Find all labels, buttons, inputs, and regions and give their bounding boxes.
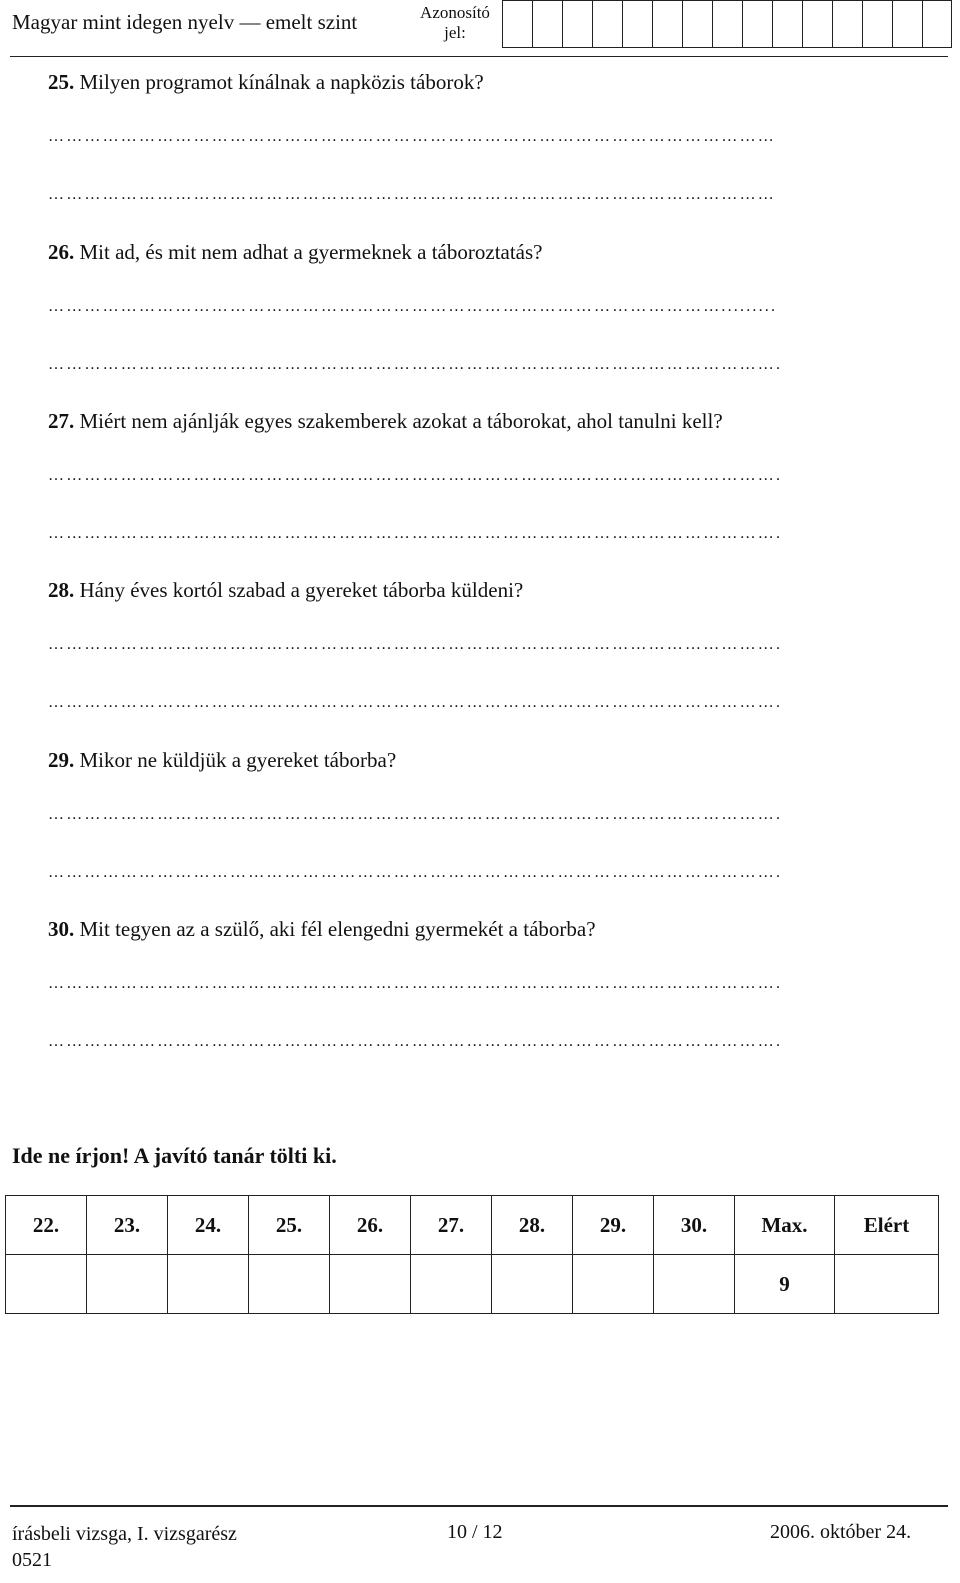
id-box[interactable]	[622, 0, 652, 48]
answer-line[interactable]: ………………………………………………………………………………………………………….	[48, 467, 783, 484]
question-text: Miért nem ajánlják egyes szakemberek azokat a táborokat, ahol tanulni kell?	[79, 409, 723, 433]
id-box[interactable]	[502, 0, 532, 48]
grading-header-cell: 30.	[654, 1196, 735, 1255]
id-box[interactable]	[742, 0, 772, 48]
score-cell[interactable]	[654, 1255, 735, 1314]
header-divider	[10, 56, 948, 57]
footer-exam-info	[12, 1521, 237, 1573]
question-26	[48, 240, 543, 265]
id-box[interactable]	[712, 0, 742, 48]
question-text: Hány éves kortól szabad a gyereket táborba küldeni?	[79, 578, 524, 602]
question-text: Mikor ne küldjük a gyereket táborba?	[79, 748, 397, 772]
achieved-score-cell[interactable]	[835, 1255, 939, 1314]
grading-header-cell: 27.	[411, 1196, 492, 1255]
grading-header-cell: 28.	[492, 1196, 573, 1255]
question-25	[48, 70, 484, 95]
grading-header-cell: 25.	[249, 1196, 330, 1255]
question-text: Mit ad, és mit nem adhat a gyermeknek a táboroztatás?	[79, 240, 543, 264]
question-number: 30.	[48, 917, 75, 941]
footer-exam-part: írásbeli vizsga, I. vizsgarész	[12, 1523, 237, 1545]
question-30	[48, 917, 596, 942]
answer-line[interactable]: ………………………………………………………………………………………………………….	[48, 694, 783, 711]
grading-header-cell: 23.	[87, 1196, 168, 1255]
id-box[interactable]	[652, 0, 682, 48]
score-cell[interactable]	[249, 1255, 330, 1314]
answer-line[interactable]: …………………………………………………………………………………………………………	[48, 128, 776, 145]
id-box[interactable]	[862, 0, 892, 48]
answer-line[interactable]: ………………………………………………………………………………………………………….	[48, 806, 783, 823]
answer-line[interactable]: ………………………………………………………………………………………………………….	[48, 1033, 783, 1050]
grading-note: Ide ne írjon! A javító tanár tölti ki.	[12, 1143, 337, 1168]
id-box[interactable]	[772, 0, 802, 48]
grading-header-cell: 22.	[6, 1196, 87, 1255]
footer-exam-code: 0521	[12, 1549, 52, 1571]
question-29	[48, 748, 396, 773]
question-number: 25.	[48, 70, 75, 94]
answer-line[interactable]: ………………………………………………………………………………………………….........	[48, 298, 778, 315]
id-boxes	[502, 0, 952, 48]
exam-date: 2006. október 24.	[770, 1521, 912, 1543]
exam-title: Magyar mint idegen nyelv — emelt szint	[12, 10, 358, 34]
grading-header-cell: Max.	[735, 1196, 835, 1255]
grading-header-cell: 26.	[330, 1196, 411, 1255]
question-text: Mit tegyen az a szülő, aki fél elengedni gyermekét a táborba?	[79, 917, 596, 941]
answer-line[interactable]: ………………………………………………………………………………………………………….	[48, 636, 783, 653]
page-number: 10 / 12	[447, 1521, 503, 1543]
answer-line[interactable]: ………………………………………………………………………………………………………….	[48, 975, 783, 992]
grading-header-cell: 24.	[168, 1196, 249, 1255]
score-cell[interactable]	[330, 1255, 411, 1314]
score-cell[interactable]	[492, 1255, 573, 1314]
answer-line[interactable]: ………………………………………………………………………………………………………….	[48, 864, 783, 881]
question-27	[48, 409, 723, 434]
score-cell[interactable]	[168, 1255, 249, 1314]
question-28	[48, 578, 523, 603]
id-box[interactable]	[802, 0, 832, 48]
question-text: Milyen programot kínálnak a napközis táborok?	[79, 70, 484, 94]
question-number: 27.	[48, 409, 75, 433]
question-number: 29.	[48, 748, 75, 772]
score-cell[interactable]	[6, 1255, 87, 1314]
answer-line[interactable]: ………………………………………………………………………………………………………….	[48, 356, 783, 373]
id-box[interactable]	[892, 0, 922, 48]
footer-divider	[10, 1505, 948, 1507]
id-box[interactable]	[922, 0, 952, 48]
id-box[interactable]	[532, 0, 562, 48]
id-box[interactable]	[562, 0, 592, 48]
max-score-cell: 9	[735, 1255, 835, 1314]
score-cell[interactable]	[87, 1255, 168, 1314]
id-box[interactable]	[832, 0, 862, 48]
grading-header-cell: 29.	[573, 1196, 654, 1255]
grading-table	[5, 1195, 939, 1314]
grading-header-cell: Elért	[835, 1196, 939, 1255]
question-number: 26.	[48, 240, 75, 264]
score-cell[interactable]	[411, 1255, 492, 1314]
question-number: 28.	[48, 578, 75, 602]
score-cell[interactable]	[573, 1255, 654, 1314]
grading-score-row	[6, 1255, 939, 1314]
id-label: Azonosító jel:	[420, 3, 490, 42]
grading-header-row	[6, 1196, 939, 1255]
answer-line[interactable]: ………………………………………………………………………………………………………….	[48, 525, 783, 542]
id-box[interactable]	[592, 0, 622, 48]
id-box[interactable]	[682, 0, 712, 48]
answer-line[interactable]: …………………………………………………………………………………………………………	[48, 186, 776, 203]
